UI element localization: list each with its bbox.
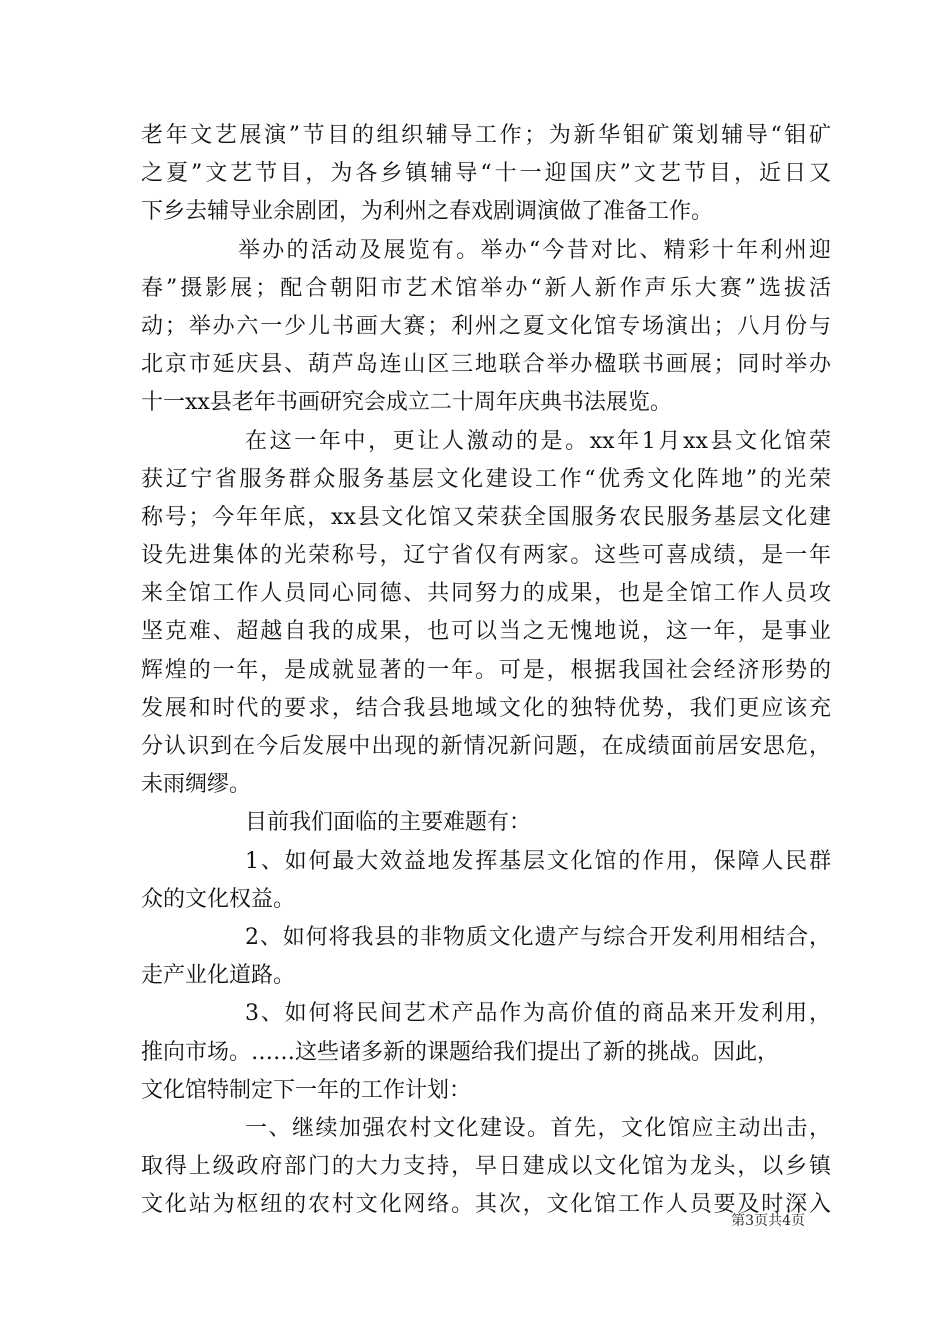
text-line: 设先进集体的光荣称号，辽宁省仅有两家。这些可喜成绩，是一年 xyxy=(141,543,831,569)
text-line: 北京市延庆县、葫芦岛连山区三地联合举办楹联书画展；同时举办 xyxy=(141,352,831,378)
text-line: 文化馆特制定下一年的工作计划： xyxy=(141,1077,472,1103)
text-line: 称号；今年年底，xx县文化馆又荣获全国服务农民服务基层文化建 xyxy=(141,504,831,530)
text-line: 走产业化道路。 xyxy=(141,963,296,989)
text-line: 春”摄影展；配合朝阳市艺术馆举办“新人新作声乐大赛”选拔活 xyxy=(141,275,831,301)
text-line: 十一xx县老年书画研究会成立二十周年庆典书法展览。 xyxy=(141,390,672,416)
text-line: 辉煌的一年，是成就显著的一年。可是，根据我国社会经济形势的 xyxy=(141,657,831,683)
text-line: 坚克难、超越自我的成果，也可以当之无愧地说，这一年，是事业 xyxy=(141,619,831,645)
text-line: 2、如何将我县的非物质文化遗产与综合开发利用相结合， xyxy=(245,924,831,950)
text-line: 发展和时代的要求，结合我县地域文化的独特优势，我们更应该充 xyxy=(141,695,831,721)
text-line: 文化站为枢纽的农村文化网络。其次，文化馆工作人员要及时深入 xyxy=(141,1192,831,1218)
page-number: 第3页共4页 xyxy=(731,1213,805,1229)
text-line: 老年文艺展演”节目的组织辅导工作；为新华钼矿策划辅导“钼矿 xyxy=(141,123,831,148)
text-line: 众的文化权益。 xyxy=(141,886,296,912)
text-line: 举办的活动及展览有。举办“今昔对比、精彩十年利州迎 xyxy=(238,237,831,263)
text-line: 获辽宁省服务群众服务基层文化建设工作“优秀文化阵地”的光荣 xyxy=(141,466,831,492)
text-line: 目前我们面临的主要难题有： xyxy=(245,810,532,836)
text-line: 在这一年中，更让人激动的是。xx年1月xx县文化馆荣 xyxy=(245,428,831,454)
document-body xyxy=(141,117,831,1224)
text-line: 未雨绸缪。 xyxy=(141,772,252,798)
text-line: 来全馆工作人员同心同德、共同努力的成果，也是全馆工作人员攻 xyxy=(141,581,831,607)
text-line: 之夏”文艺节目，为各乡镇辅导“十一迎国庆”文艺节目，近日又 xyxy=(141,161,831,187)
text-line: 下乡去辅导业余剧团，为利州之春戏剧调演做了准备工作。 xyxy=(141,199,714,225)
text-line: 取得上级政府部门的大力支持，早日建成以文化馆为龙头，以乡镇 xyxy=(141,1154,831,1180)
text-line: 动；举办六一少儿书画大赛；利州之夏文化馆专场演出；八月份与 xyxy=(141,313,831,339)
text-line: 一、继续加强农村文化建设。首先，文化馆应主动出击， xyxy=(245,1115,831,1141)
text-line: 推向市场。……这些诸多新的课题给我们提出了新的挑战。因此， xyxy=(141,1039,780,1065)
text-line: 3、如何将民间艺术产品作为高价值的商品来开发利用， xyxy=(245,1001,831,1027)
text-line: 1、如何最大效益地发挥基层文化馆的作用，保障人民群 xyxy=(245,848,831,874)
text-line: 分认识到在今后发展中出现的新情况新问题，在成绩面前居安思危， xyxy=(141,734,831,759)
